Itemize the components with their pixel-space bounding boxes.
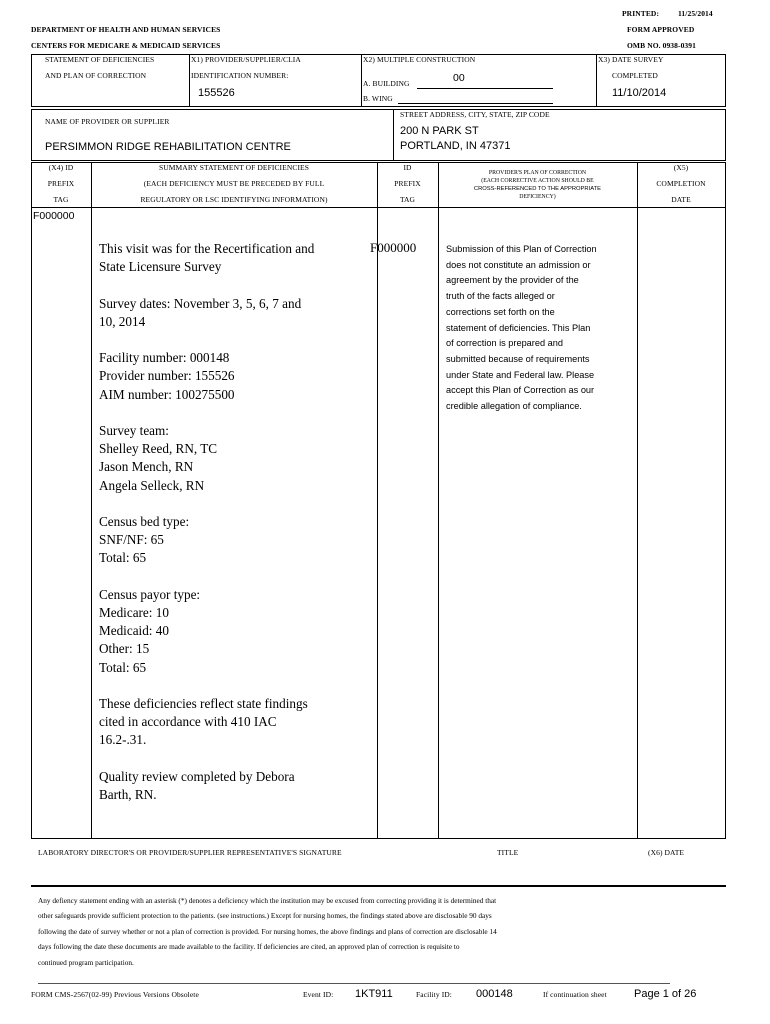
centers-name: CENTERS FOR MEDICARE & MEDICAID SERVICES	[31, 41, 221, 50]
signature-divider	[31, 885, 726, 887]
completed-label: COMPLETED	[612, 71, 658, 80]
facility-id-label: Facility ID:	[416, 990, 452, 999]
poc-header-l1: PROVIDER'S PLAN OF CORRECTION	[488, 170, 587, 176]
id-header-l1: ID	[403, 163, 412, 172]
event-id-label: Event ID:	[303, 990, 334, 999]
signature-label: LABORATORY DIRECTOR'S OR PROVIDER/SUPPLIER REPRESENTATIVE'S SIGNATURE	[38, 848, 342, 857]
wing-underline	[398, 103, 553, 104]
provider-name-label: NAME OF PROVIDER OR SUPPLIER	[45, 117, 170, 126]
footnote-underline	[38, 983, 670, 984]
printed-label: PRINTED:	[622, 9, 660, 18]
facility-id: 000148	[476, 988, 513, 1000]
x5-header-l2: COMPLETION	[656, 179, 706, 188]
x2-label: X2) MULTIPLE CONSTRUCTION	[363, 55, 476, 64]
x5-header-l1: (X5)	[673, 163, 689, 172]
poc-header-l3: CROSS-REFERENCED TO THE APPROPRIATE	[473, 186, 602, 192]
x1-label-l1: X1) PROVIDER/SUPPLIER/CLIA	[191, 55, 301, 64]
building-label: A. BUILDING	[363, 79, 410, 88]
x1-label-l2: IDENTIFICATION NUMBER:	[191, 71, 289, 80]
x3-label: X3) DATE SURVEY	[598, 55, 664, 64]
omb-number: OMB NO. 0938-0391	[627, 41, 696, 50]
printed-date: 11/25/2014	[678, 9, 713, 18]
x4-header-l2: PREFIX	[47, 179, 75, 188]
address-line1: 200 N PARK ST	[400, 125, 479, 137]
provider-name: PERSIMMON RIDGE REHABILITATION CENTRE	[45, 141, 291, 153]
address-line2: PORTLAND, IN 47371	[400, 140, 511, 152]
poc-header-l4: DEFICIENCY)	[519, 194, 556, 200]
building-value: 00	[453, 72, 465, 84]
provider-id-number: 155526	[198, 87, 235, 99]
statement-label-l2: AND PLAN OF CORRECTION	[45, 71, 147, 80]
wing-label: B. WING	[363, 94, 393, 103]
summary-header-l1: SUMMARY STATEMENT OF DEFICIENCIES	[158, 163, 309, 172]
right-prefix-tag: F000000	[370, 240, 417, 255]
survey-date: 11/10/2014	[612, 87, 667, 99]
statement-label-l1: STATEMENT OF DEFICIENCIES	[45, 55, 155, 64]
page-number: Page 1 of 26	[634, 988, 697, 1000]
id-header-l2: PREFIX	[394, 179, 421, 188]
summary-statement: This visit was for the Recertification and State Licensure Survey Survey dates: November 3, 5, 6, 7 and 10, 2014 Facility number: 000148 Provider number: 155526 AIM number: 100275500 Survey team: Shelley Reed, RN, TC Jason Mench, RN Angela Selleck, RN Census bed type: SNF/NF: 65 Total: 65 Census payor type: Medicare: 10 Medicaid: 40 Other: 15 Total: 65 These deficiencies reflect state findings cited in accordance with 410 IAC 16.2-.31. Quality review completed by Debora Barth, RN.	[99, 241, 315, 803]
title-label: TITLE	[497, 848, 519, 857]
x4-header-l3: TAG	[53, 195, 69, 204]
left-prefix-tag: F000000	[33, 210, 75, 222]
x4-header-l1: (X4) ID	[48, 163, 74, 172]
plan-of-correction: Submission of this Plan of Correction does not constitute an admission or agreement by the provider of the truth of the facts alleged or corrections set forth on the statement of deficiencies. This Plan of correction is prepared and submitted because of requirements under State and Federal law. Please accept this Plan of Correction as our credible allegation of compliance.	[446, 244, 597, 412]
form-approved: FORM APPROVED	[627, 25, 695, 34]
id-header-l3: TAG	[399, 195, 416, 204]
x5-header-l3: DATE	[671, 195, 691, 204]
x6-date-label: (X6) DATE	[648, 848, 685, 857]
summary-header-l2: (EACH DEFICIENCY MUST BE PRECEDED BY FULL	[143, 179, 325, 188]
form-number: FORM CMS-2567(02-99) Previous Versions Obsolete	[31, 990, 199, 999]
event-id: 1KT911	[355, 988, 393, 1000]
department-name: DEPARTMENT OF HEALTH AND HUMAN SERVICES	[31, 25, 221, 34]
summary-header-l3: REGULATORY OR LSC IDENTIFYING INFORMATION)	[140, 195, 328, 204]
poc-header-l2: (EACH CORRECTIVE ACTION SHOULD BE	[481, 178, 594, 184]
building-underline	[417, 88, 553, 89]
disclosure-footnote: Any defiency statement ending with an asterisk (*) denotes a deficiency which the institution may be excused from correcting providing it is determined that other safeguards provide sufficient protection to the patients. (see instructions.) Except for nursing homes, the findings stated above are disclosable 90 days following the date of survey whether or not a plan of correction is provided. For nursing homes, the above findings and plans of correction are disclosable 14 days following the date these documents are made available to the facility. If deficiencies are cited, an approved plan of correction is requisite to continued program participation.	[38, 896, 497, 967]
continuation-label: If continuation sheet	[543, 990, 607, 999]
address-label: STREET ADDRESS, CITY, STATE, ZIP CODE	[400, 110, 550, 119]
